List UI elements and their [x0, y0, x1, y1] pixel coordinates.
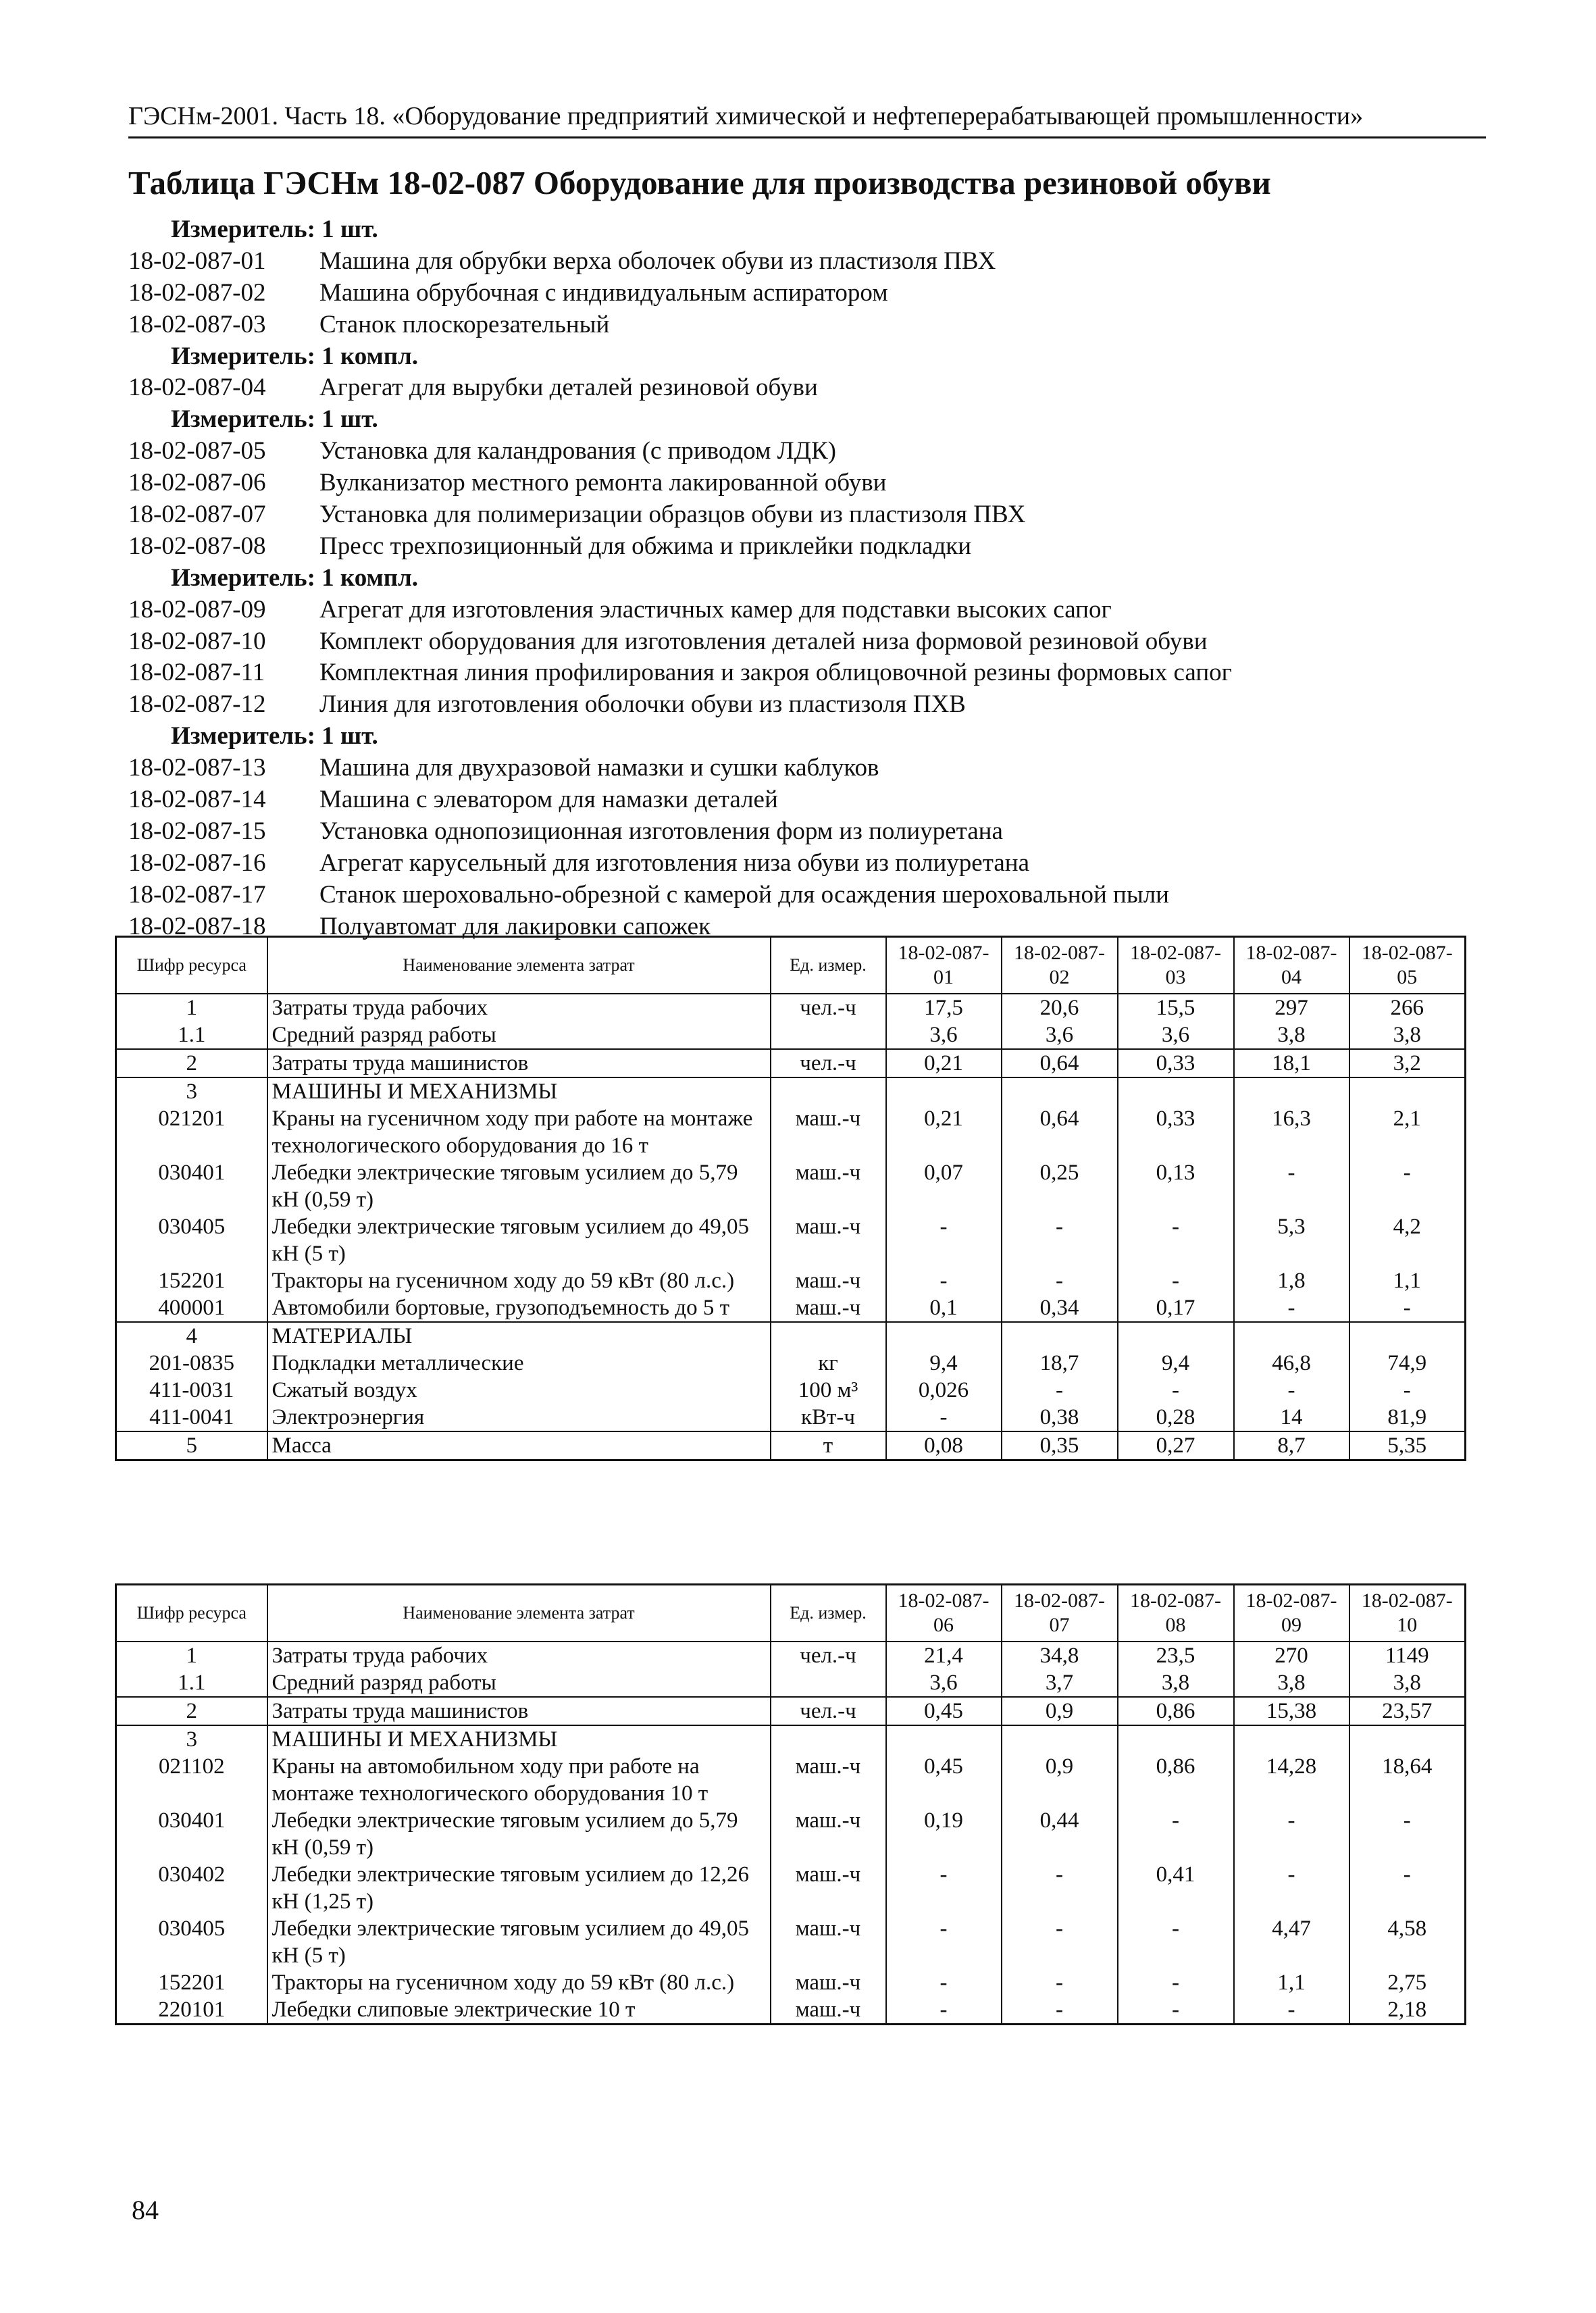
resource-code-cell: 411-0031	[116, 1377, 267, 1404]
table-row	[116, 1996, 1466, 2025]
value-cell: 0,64	[1002, 1105, 1118, 1159]
header-norm-code: 18-02-087-08	[1118, 1585, 1234, 1642]
value-cell: -	[1349, 1807, 1466, 1861]
value-cell: -	[1118, 1969, 1234, 1996]
unit-cell: маш.-ч	[771, 1159, 886, 1213]
norm-description: Полуавтомат для лакировки сапожек	[319, 912, 711, 940]
norm-listing-item	[128, 309, 1486, 341]
norm-description: Установка для каландрования (с приводом ЛДК)	[319, 437, 836, 465]
header-name: Наименование элемента затрат	[267, 937, 771, 994]
value-cell: -	[886, 1213, 1002, 1267]
norm-code: 18-02-087-05	[128, 437, 266, 465]
value-cell	[1002, 1077, 1118, 1105]
value-cell: 0,19	[886, 1807, 1002, 1861]
norm-listing-item	[128, 816, 1486, 848]
norm-code: 18-02-087-10	[128, 627, 266, 655]
unit-cell: маш.-ч	[771, 1996, 886, 2025]
unit-cell: маш.-ч	[771, 1969, 886, 1996]
table-row	[116, 1021, 1466, 1049]
value-cell: 3,6	[1002, 1021, 1118, 1049]
value-cell: -	[886, 1267, 1002, 1294]
value-cell: 3,8	[1118, 1669, 1234, 1697]
cost-element-name-cell: Тракторы на гусеничном ходу до 59 кВт (80 л.с.)	[267, 1969, 771, 1996]
value-cell: 1149	[1349, 1642, 1466, 1669]
value-cell: -	[1234, 1807, 1349, 1861]
value-cell: -	[886, 1861, 1002, 1915]
norm-listing-item	[128, 689, 1486, 721]
norm-listing-item	[128, 467, 1486, 499]
value-cell: 4,2	[1349, 1213, 1466, 1267]
unit-cell	[771, 1021, 886, 1049]
cost-element-name-cell: Подкладки металлические	[267, 1350, 771, 1377]
header-name: Наименование элемента затрат	[267, 1585, 771, 1642]
cost-element-name-cell: Затраты труда рабочих	[267, 994, 771, 1021]
header-code: Шифр ресурса	[116, 937, 267, 994]
norm-code: 18-02-087-04	[128, 374, 266, 402]
value-cell: 23,57	[1349, 1697, 1466, 1725]
unit-cell	[771, 1669, 886, 1697]
norm-description: Станок шероховально-обрезной с камерой для осаждения шероховальной пыли	[319, 880, 1169, 909]
unit-cell: маш.-ч	[771, 1267, 886, 1294]
value-cell: 0,07	[886, 1159, 1002, 1213]
norm-description: Машина обрубочная с индивидуальным аспиратором	[319, 278, 888, 307]
value-cell: 297	[1234, 994, 1349, 1021]
page-number: 84	[132, 2195, 159, 2225]
cost-element-name-cell: Лебедки электрические тяговым усилием до 49,05 кН (5 т)	[267, 1213, 771, 1267]
value-cell	[1118, 1725, 1234, 1753]
value-cell: 3,6	[886, 1669, 1002, 1697]
value-cell: 0,27	[1118, 1431, 1234, 1460]
value-cell: -	[1349, 1377, 1466, 1404]
value-cell: -	[1118, 1377, 1234, 1404]
value-cell: -	[886, 1404, 1002, 1431]
measure-unit-line: Измеритель: 1 шт.	[171, 405, 378, 434]
value-cell: 0,86	[1118, 1697, 1234, 1725]
value-cell: 0,13	[1118, 1159, 1234, 1213]
value-cell: 0,86	[1118, 1753, 1234, 1807]
cost-element-name-cell: Лебедки электрические тяговым усилием до 49,05 кН (5 т)	[267, 1915, 771, 1969]
cost-element-name-cell: Затраты труда рабочих	[267, 1642, 771, 1669]
value-cell: 74,9	[1349, 1350, 1466, 1377]
table-row	[116, 1915, 1466, 1969]
value-cell: -	[1118, 1213, 1234, 1267]
value-cell: -	[1349, 1294, 1466, 1322]
header-norm-code: 18-02-087-10	[1349, 1585, 1466, 1642]
header-norm-code: 18-02-087-05	[1349, 937, 1466, 994]
value-cell: -	[1002, 1861, 1118, 1915]
value-cell	[886, 1077, 1002, 1105]
value-cell: 0,44	[1002, 1807, 1118, 1861]
resource-code-cell: 030401	[116, 1159, 267, 1213]
norm-description: Установка однопозиционная изготовления форм из полиуретана	[319, 817, 1003, 845]
norm-code: 18-02-087-17	[128, 880, 266, 909]
header-unit: Ед. измер.	[771, 1585, 886, 1642]
norm-code: 18-02-087-06	[128, 469, 266, 497]
resource-code-cell: 1	[116, 994, 267, 1021]
table-title: Таблица ГЭСНм 18-02-087 Оборудование для производства резиновой обуви	[128, 164, 1271, 201]
norm-listing-item	[128, 594, 1486, 626]
table-row	[116, 1807, 1466, 1861]
table-row	[116, 1642, 1466, 1669]
value-cell: 15,5	[1118, 994, 1234, 1021]
cost-element-name-cell: Тракторы на гусеничном ходу до 59 кВт (80 л.с.)	[267, 1267, 771, 1294]
value-cell: 266	[1349, 994, 1466, 1021]
unit-cell: маш.-ч	[771, 1213, 886, 1267]
resource-code-cell: 152201	[116, 1969, 267, 1996]
value-cell: -	[1118, 1807, 1234, 1861]
unit-cell: кВт-ч	[771, 1404, 886, 1431]
header-norm-code: 18-02-087-04	[1234, 937, 1349, 994]
header-norm-code: 18-02-087-09	[1234, 1585, 1349, 1642]
value-cell: 46,8	[1234, 1350, 1349, 1377]
resource-code-cell: 030405	[116, 1213, 267, 1267]
norm-code: 18-02-087-03	[128, 310, 266, 338]
table-row	[116, 1753, 1466, 1807]
value-cell: -	[1234, 1294, 1349, 1322]
resource-code-cell: 4	[116, 1322, 267, 1350]
value-cell: 18,64	[1349, 1753, 1466, 1807]
value-cell	[1349, 1077, 1466, 1105]
resource-code-cell: 021201	[116, 1105, 267, 1159]
table-row	[116, 1105, 1466, 1159]
value-cell	[1349, 1322, 1466, 1350]
value-cell: 15,38	[1234, 1697, 1349, 1725]
norm-code: 18-02-087-07	[128, 501, 266, 529]
table-row	[116, 1350, 1466, 1377]
resource-code-cell: 1	[116, 1642, 267, 1669]
unit-cell: чел.-ч	[771, 1049, 886, 1077]
unit-cell: маш.-ч	[771, 1105, 886, 1159]
header-norm-code: 18-02-087-07	[1002, 1585, 1118, 1642]
resource-code-cell: 1.1	[116, 1669, 267, 1697]
cost-element-name-cell: Сжатый воздух	[267, 1377, 771, 1404]
unit-cell: маш.-ч	[771, 1807, 886, 1861]
table-row	[116, 1669, 1466, 1697]
measure-unit-line: Измеритель: 1 шт.	[171, 215, 378, 243]
header-norm-code: 18-02-087-03	[1118, 937, 1234, 994]
measure-unit-line: Измеритель: 1 компл.	[171, 342, 419, 370]
value-cell: 0,28	[1118, 1404, 1234, 1431]
cost-element-name-cell: МАШИНЫ И МЕХАНИЗМЫ	[267, 1725, 771, 1753]
value-cell: 14	[1234, 1404, 1349, 1431]
resource-code-cell: 411-0041	[116, 1404, 267, 1431]
value-cell: -	[1234, 1159, 1349, 1213]
unit-cell: маш.-ч	[771, 1915, 886, 1969]
table-row	[116, 1159, 1466, 1213]
norm-code: 18-02-087-12	[128, 690, 266, 719]
resource-code-cell: 5	[116, 1431, 267, 1460]
table-2-body	[116, 1642, 1466, 2025]
value-cell: -	[1349, 1159, 1466, 1213]
resource-code-cell: 3	[116, 1725, 267, 1753]
norm-listing-item	[128, 848, 1486, 880]
norm-listing-item	[128, 784, 1486, 816]
value-cell: -	[886, 1996, 1002, 2025]
norm-description: Машина с элеватором для намазки деталей	[319, 786, 778, 814]
norm-description: Агрегат карусельный для изготовления низа обуви из полиуретана	[319, 848, 1029, 877]
value-cell: 9,4	[1118, 1350, 1234, 1377]
norm-description: Вулканизатор местного ремонта лакированной обуви	[319, 469, 887, 497]
cost-element-name-cell: Средний разряд работы	[267, 1021, 771, 1049]
unit-cell	[771, 1322, 886, 1350]
value-cell	[1234, 1322, 1349, 1350]
norm-listing-item	[128, 436, 1486, 467]
value-cell: 3,8	[1234, 1669, 1349, 1697]
value-cell: 3,8	[1349, 1669, 1466, 1697]
table-1-body	[116, 994, 1466, 1460]
value-cell: 0,25	[1002, 1159, 1118, 1213]
unit-cell: маш.-ч	[771, 1861, 886, 1915]
norm-code: 18-02-087-18	[128, 912, 266, 940]
value-cell: 0,21	[886, 1105, 1002, 1159]
value-cell: 2,18	[1349, 1996, 1466, 2025]
value-cell: 0,35	[1002, 1431, 1118, 1460]
norm-listing-item	[128, 753, 1486, 784]
value-cell: 81,9	[1349, 1404, 1466, 1431]
value-cell	[1002, 1322, 1118, 1350]
header-unit: Ед. измер.	[771, 937, 886, 994]
value-cell: 16,3	[1234, 1105, 1349, 1159]
cost-element-name-cell: МАШИНЫ И МЕХАНИЗМЫ	[267, 1077, 771, 1105]
value-cell: -	[1118, 1996, 1234, 2025]
table-row	[116, 1697, 1466, 1725]
resource-code-cell: 2	[116, 1697, 267, 1725]
norm-description: Станок плоскорезательный	[319, 310, 610, 338]
resource-code-cell: 030402	[116, 1861, 267, 1915]
norm-listing-item	[128, 499, 1486, 531]
table-row	[116, 1861, 1466, 1915]
value-cell: 0,026	[886, 1377, 1002, 1404]
value-cell: 0,17	[1118, 1294, 1234, 1322]
resource-code-cell: 030401	[116, 1807, 267, 1861]
value-cell: 3,7	[1002, 1669, 1118, 1697]
norm-listing	[128, 214, 1486, 942]
value-cell: 3,6	[1118, 1021, 1234, 1049]
value-cell	[1118, 1077, 1234, 1105]
resource-code-cell: 152201	[116, 1267, 267, 1294]
norm-description: Линия для изготовления оболочки обуви из пластизоля ПХВ	[319, 690, 966, 719]
header-code: Шифр ресурса	[116, 1585, 267, 1642]
unit-cell	[771, 1725, 886, 1753]
value-cell: 0,08	[886, 1431, 1002, 1460]
value-cell: -	[1234, 1377, 1349, 1404]
value-cell: -	[1002, 1213, 1118, 1267]
value-cell: -	[1002, 1915, 1118, 1969]
measure-unit-line: Измеритель: 1 компл.	[171, 563, 419, 592]
value-cell: 0,33	[1118, 1049, 1234, 1077]
norm-listing-item	[128, 626, 1486, 658]
table-row	[116, 1431, 1466, 1460]
value-cell: 4,47	[1234, 1915, 1349, 1969]
norm-code: 18-02-087-11	[128, 659, 265, 687]
value-cell: 0,64	[1002, 1049, 1118, 1077]
cost-element-name-cell: Электроэнергия	[267, 1404, 771, 1431]
norm-code: 18-02-087-15	[128, 817, 266, 845]
value-cell: 5,3	[1234, 1213, 1349, 1267]
value-cell: 34,8	[1002, 1642, 1118, 1669]
resource-code-cell: 220101	[116, 1996, 267, 2025]
value-cell	[1234, 1725, 1349, 1753]
table-row	[116, 1725, 1466, 1753]
resource-code-cell: 3	[116, 1077, 267, 1105]
cost-element-name-cell: Лебедки слиповые электрические 10 т	[267, 1996, 771, 2025]
value-cell: 18,7	[1002, 1350, 1118, 1377]
norm-listing-item	[128, 278, 1486, 309]
value-cell	[1234, 1077, 1349, 1105]
value-cell: 0,41	[1118, 1861, 1234, 1915]
value-cell: 3,8	[1349, 1021, 1466, 1049]
value-cell: 3,6	[886, 1021, 1002, 1049]
value-cell: -	[1002, 1969, 1118, 1996]
value-cell: 0,38	[1002, 1404, 1118, 1431]
unit-cell: чел.-ч	[771, 1642, 886, 1669]
value-cell: 23,5	[1118, 1642, 1234, 1669]
table-row	[116, 1404, 1466, 1431]
cost-element-name-cell: Затраты труда машинистов	[267, 1049, 771, 1077]
value-cell: -	[1002, 1377, 1118, 1404]
header-norm-code: 18-02-087-02	[1002, 937, 1118, 994]
norm-code: 18-02-087-14	[128, 786, 266, 814]
unit-cell: чел.-ч	[771, 994, 886, 1021]
value-cell: 0,21	[886, 1049, 1002, 1077]
value-cell: 2,75	[1349, 1969, 1466, 1996]
norm-description: Комплектная линия профилирования и закроя облицовочной резины формовых сапог	[319, 659, 1232, 687]
resource-code-cell: 030405	[116, 1915, 267, 1969]
norm-listing-item	[128, 531, 1486, 563]
value-cell: 2,1	[1349, 1105, 1466, 1159]
norm-listing-item	[128, 246, 1486, 278]
norm-code: 18-02-087-08	[128, 532, 266, 560]
value-cell: -	[1234, 1861, 1349, 1915]
cost-element-name-cell: Лебедки электрические тяговым усилием до 5,79 кН (0,59 т)	[267, 1807, 771, 1861]
running-header: ГЭСНм-2001. Часть 18. «Оборудование предприятий химической и нефтеперерабатывающей промышленности»	[128, 101, 1486, 138]
norm-description: Машина для двухразовой намазки и сушки каблуков	[319, 754, 879, 782]
cost-element-name-cell: Средний разряд работы	[267, 1669, 771, 1697]
unit-cell: кг	[771, 1350, 886, 1377]
value-cell: 1,1	[1234, 1969, 1349, 1996]
norm-table-1	[115, 936, 1466, 1461]
value-cell	[1118, 1322, 1234, 1350]
value-cell: 17,5	[886, 994, 1002, 1021]
table-row	[116, 1049, 1466, 1077]
norm-description: Агрегат для изготовления эластичных камер для подставки высоких сапог	[319, 595, 1112, 624]
cost-element-name-cell: Масса	[267, 1431, 771, 1460]
cost-element-name-cell: Автомобили бортовые, грузоподъемность до 5 т	[267, 1294, 771, 1322]
table-row	[116, 1377, 1466, 1404]
unit-cell: т	[771, 1431, 886, 1460]
value-cell: 0,34	[1002, 1294, 1118, 1322]
cost-element-name-cell: Затраты труда машинистов	[267, 1697, 771, 1725]
norm-code: 18-02-087-01	[128, 247, 266, 275]
value-cell: -	[1002, 1996, 1118, 2025]
value-cell: 3,2	[1349, 1049, 1466, 1077]
norm-description: Агрегат для вырубки деталей резиновой обуви	[319, 374, 818, 402]
value-cell: 1,1	[1349, 1267, 1466, 1294]
value-cell: -	[886, 1915, 1002, 1969]
value-cell: -	[1002, 1267, 1118, 1294]
table-row	[116, 1267, 1466, 1294]
resource-code-cell: 2	[116, 1049, 267, 1077]
value-cell: 20,6	[1002, 994, 1118, 1021]
value-cell: 1,8	[1234, 1267, 1349, 1294]
norm-listing-item	[128, 880, 1486, 911]
header-norm-code: 18-02-087-01	[886, 937, 1002, 994]
table-row	[116, 1322, 1466, 1350]
norm-description: Комплект оборудования для изготовления деталей низа формовой резиновой обуви	[319, 627, 1208, 655]
value-cell: -	[886, 1969, 1002, 1996]
value-cell: 18,1	[1234, 1049, 1349, 1077]
table-row	[116, 1077, 1466, 1105]
unit-cell: маш.-ч	[771, 1753, 886, 1807]
value-cell: -	[1349, 1861, 1466, 1915]
value-cell: 14,28	[1234, 1753, 1349, 1807]
norm-description: Установка для полимеризации образцов обуви из пластизоля ПВХ	[319, 501, 1026, 529]
resource-code-cell: 1.1	[116, 1021, 267, 1049]
cost-element-name-cell: МАТЕРИАЛЫ	[267, 1322, 771, 1350]
value-cell: 9,4	[886, 1350, 1002, 1377]
value-cell	[1002, 1725, 1118, 1753]
cost-element-name-cell: Лебедки электрические тяговым усилием до 12,26 кН (1,25 т)	[267, 1861, 771, 1915]
value-cell: -	[1234, 1996, 1349, 2025]
resource-code-cell: 201-0835	[116, 1350, 267, 1377]
norm-code: 18-02-087-02	[128, 278, 266, 307]
value-cell	[886, 1322, 1002, 1350]
value-cell: 8,7	[1234, 1431, 1349, 1460]
value-cell: 0,9	[1002, 1753, 1118, 1807]
value-cell: 0,33	[1118, 1105, 1234, 1159]
norm-description: Пресс трехпозиционный для обжима и приклейки подкладки	[319, 532, 972, 560]
value-cell: 0,45	[886, 1697, 1002, 1725]
value-cell: 0,1	[886, 1294, 1002, 1322]
value-cell: 4,58	[1349, 1915, 1466, 1969]
resource-code-cell: 400001	[116, 1294, 267, 1322]
value-cell: 5,35	[1349, 1431, 1466, 1460]
table-row	[116, 1969, 1466, 1996]
norm-listing-item	[128, 372, 1486, 404]
table-row	[116, 1213, 1466, 1267]
cost-element-name-cell: Краны на автомобильном ходу при работе на монтаже технологического оборудования 10 т	[267, 1753, 771, 1807]
table-row	[116, 994, 1466, 1021]
measure-unit-line: Измеритель: 1 шт.	[171, 722, 378, 751]
value-cell: -	[1118, 1267, 1234, 1294]
unit-cell: 100 м³	[771, 1377, 886, 1404]
norm-code: 18-02-087-09	[128, 595, 266, 624]
unit-cell: чел.-ч	[771, 1697, 886, 1725]
value-cell: 270	[1234, 1642, 1349, 1669]
value-cell	[1349, 1725, 1466, 1753]
norm-table-2	[115, 1583, 1466, 2025]
value-cell: 0,45	[886, 1753, 1002, 1807]
cost-element-name-cell: Лебедки электрические тяговым усилием до 5,79 кН (0,59 т)	[267, 1159, 771, 1213]
norm-description: Машина для обрубки верха оболочек обуви из пластизоля ПВХ	[319, 247, 996, 275]
unit-cell	[771, 1077, 886, 1105]
cost-element-name-cell: Краны на гусеничном ходу при работе на монтаже технологического оборудования до 16 т	[267, 1105, 771, 1159]
value-cell: 0,9	[1002, 1697, 1118, 1725]
value-cell: -	[1118, 1915, 1234, 1969]
value-cell: 3,8	[1234, 1021, 1349, 1049]
header-norm-code: 18-02-087-06	[886, 1585, 1002, 1642]
value-cell	[886, 1725, 1002, 1753]
unit-cell: маш.-ч	[771, 1294, 886, 1322]
norm-code: 18-02-087-13	[128, 754, 266, 782]
value-cell: 21,4	[886, 1642, 1002, 1669]
resource-code-cell: 021102	[116, 1753, 267, 1807]
table-row	[116, 1294, 1466, 1322]
norm-listing-item	[128, 657, 1486, 689]
norm-code: 18-02-087-16	[128, 848, 266, 877]
